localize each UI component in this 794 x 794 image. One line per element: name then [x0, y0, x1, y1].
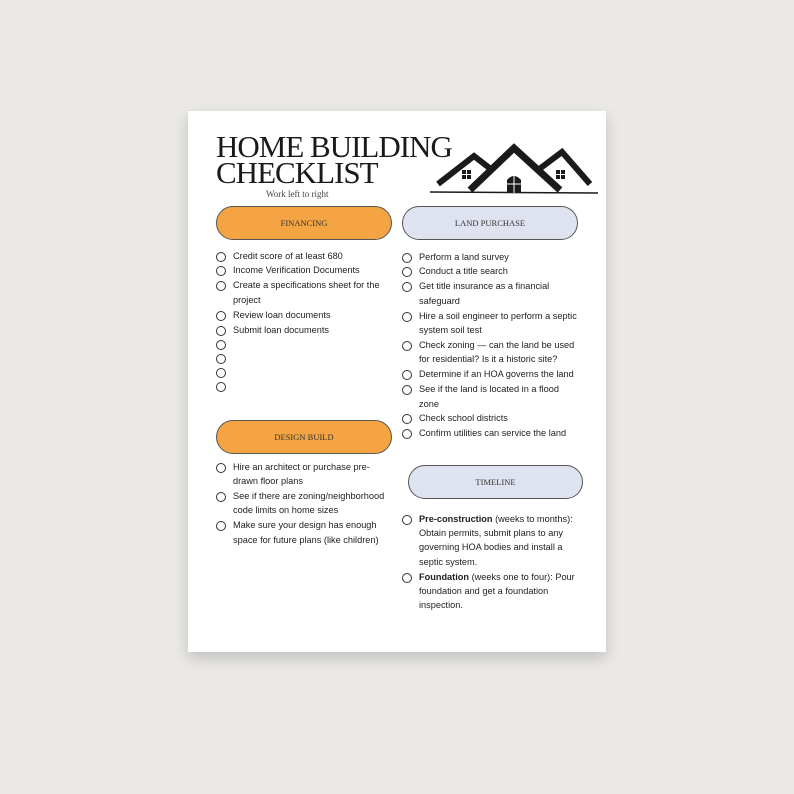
timeline-detail: (weeks one to four): Pour foundation and get a foundation inspection.	[419, 571, 575, 611]
section-header-land-purchase: LAND PURCHASE	[402, 206, 578, 240]
checkbox-circle[interactable]	[216, 521, 226, 531]
timeline-item[interactable]	[402, 572, 582, 613]
checkbox-circle[interactable]	[216, 281, 226, 291]
checklist-item[interactable]: Credit score of at least 680	[216, 251, 392, 263]
section-header-financing: FINANCING	[216, 206, 392, 240]
checkbox-circle[interactable]	[402, 573, 412, 583]
checklist-item[interactable]: Confirm utilities can service the land	[402, 429, 580, 441]
checkbox-circle[interactable]	[216, 382, 226, 392]
checkbox-circle[interactable]	[402, 267, 412, 277]
checkbox-circle[interactable]	[216, 354, 226, 364]
checklist-item[interactable]: Make sure your design has enough space for future plans (like children)	[216, 521, 392, 547]
checklist-item[interactable]: Submit loan documents	[216, 325, 392, 337]
checkbox-circle[interactable]	[216, 326, 226, 336]
checklist-item[interactable]: Perform a land survey	[402, 252, 580, 264]
timeline-item[interactable]	[402, 514, 582, 569]
checkbox-circle[interactable]	[402, 341, 412, 351]
checkbox-circle[interactable]	[402, 429, 412, 439]
checkbox-circle[interactable]	[402, 312, 412, 322]
checklist-item[interactable]: Conduct a title search	[402, 267, 580, 279]
checklist-item[interactable]: Hire a soil engineer to perform a septic system soil test	[402, 311, 580, 337]
checklist-item[interactable]: See if there are zoning/neighborhood code limits on home sizes	[216, 491, 392, 517]
checklist-item[interactable]: Create a specifications sheet for the project	[216, 281, 392, 307]
checkbox-circle[interactable]	[216, 463, 226, 473]
checkbox-circle[interactable]	[216, 492, 226, 502]
checklist-item-empty[interactable]	[216, 382, 392, 393]
checkbox-circle[interactable]	[402, 385, 412, 395]
checklist-item[interactable]: Review loan documents	[216, 310, 392, 322]
checkbox-circle[interactable]	[216, 266, 226, 276]
checkbox-circle[interactable]	[402, 414, 412, 424]
house-roof-icon	[430, 142, 600, 196]
checkbox-circle[interactable]	[216, 252, 226, 262]
checkbox-circle[interactable]	[402, 515, 412, 525]
checklist-item[interactable]: Income Verification Documents	[216, 266, 392, 278]
design-build-list	[216, 462, 392, 550]
checklist-item[interactable]: Hire an architect or purchase pre-drawn floor plans	[216, 462, 392, 488]
financing-list	[216, 251, 392, 396]
page-title-line1: HOME BUILDING	[216, 129, 452, 164]
page-title-line2: CHECKLIST	[216, 155, 378, 190]
checklist-item[interactable]: Check school districts	[402, 414, 580, 426]
checklist-item[interactable]: See if the land is located in a flood zone	[402, 385, 580, 411]
checkbox-circle[interactable]	[402, 282, 412, 292]
checklist-item-empty[interactable]	[216, 368, 392, 379]
timeline-list	[402, 514, 582, 616]
section-header-design-build: DESIGN BUILD	[216, 420, 392, 454]
checklist-item[interactable]: Get title insurance as a financial safeguard	[402, 282, 580, 308]
checklist-item-empty[interactable]	[216, 340, 392, 351]
checkbox-circle[interactable]	[216, 368, 226, 378]
timeline-phase: Foundation	[419, 571, 470, 582]
checkbox-circle[interactable]	[402, 253, 412, 263]
checkbox-circle[interactable]	[216, 311, 226, 321]
checklist-item[interactable]: Determine if an HOA governs the land	[402, 370, 580, 382]
section-header-timeline: TIMELINE	[408, 465, 583, 499]
checklist-item-empty[interactable]	[216, 354, 392, 365]
checkbox-circle[interactable]	[216, 340, 226, 350]
land-purchase-list	[402, 252, 580, 444]
checklist-item[interactable]: Check zoning — can the land be used for residential? Is it a historic site?	[402, 340, 580, 366]
checkbox-circle[interactable]	[402, 370, 412, 380]
timeline-detail: (weeks to months): Obtain permits, submit plans to any governing HOA bodies and install a septic system.	[419, 513, 573, 567]
page-subtitle: Work left to right	[266, 189, 329, 199]
timeline-phase: Pre-construction	[419, 513, 493, 524]
